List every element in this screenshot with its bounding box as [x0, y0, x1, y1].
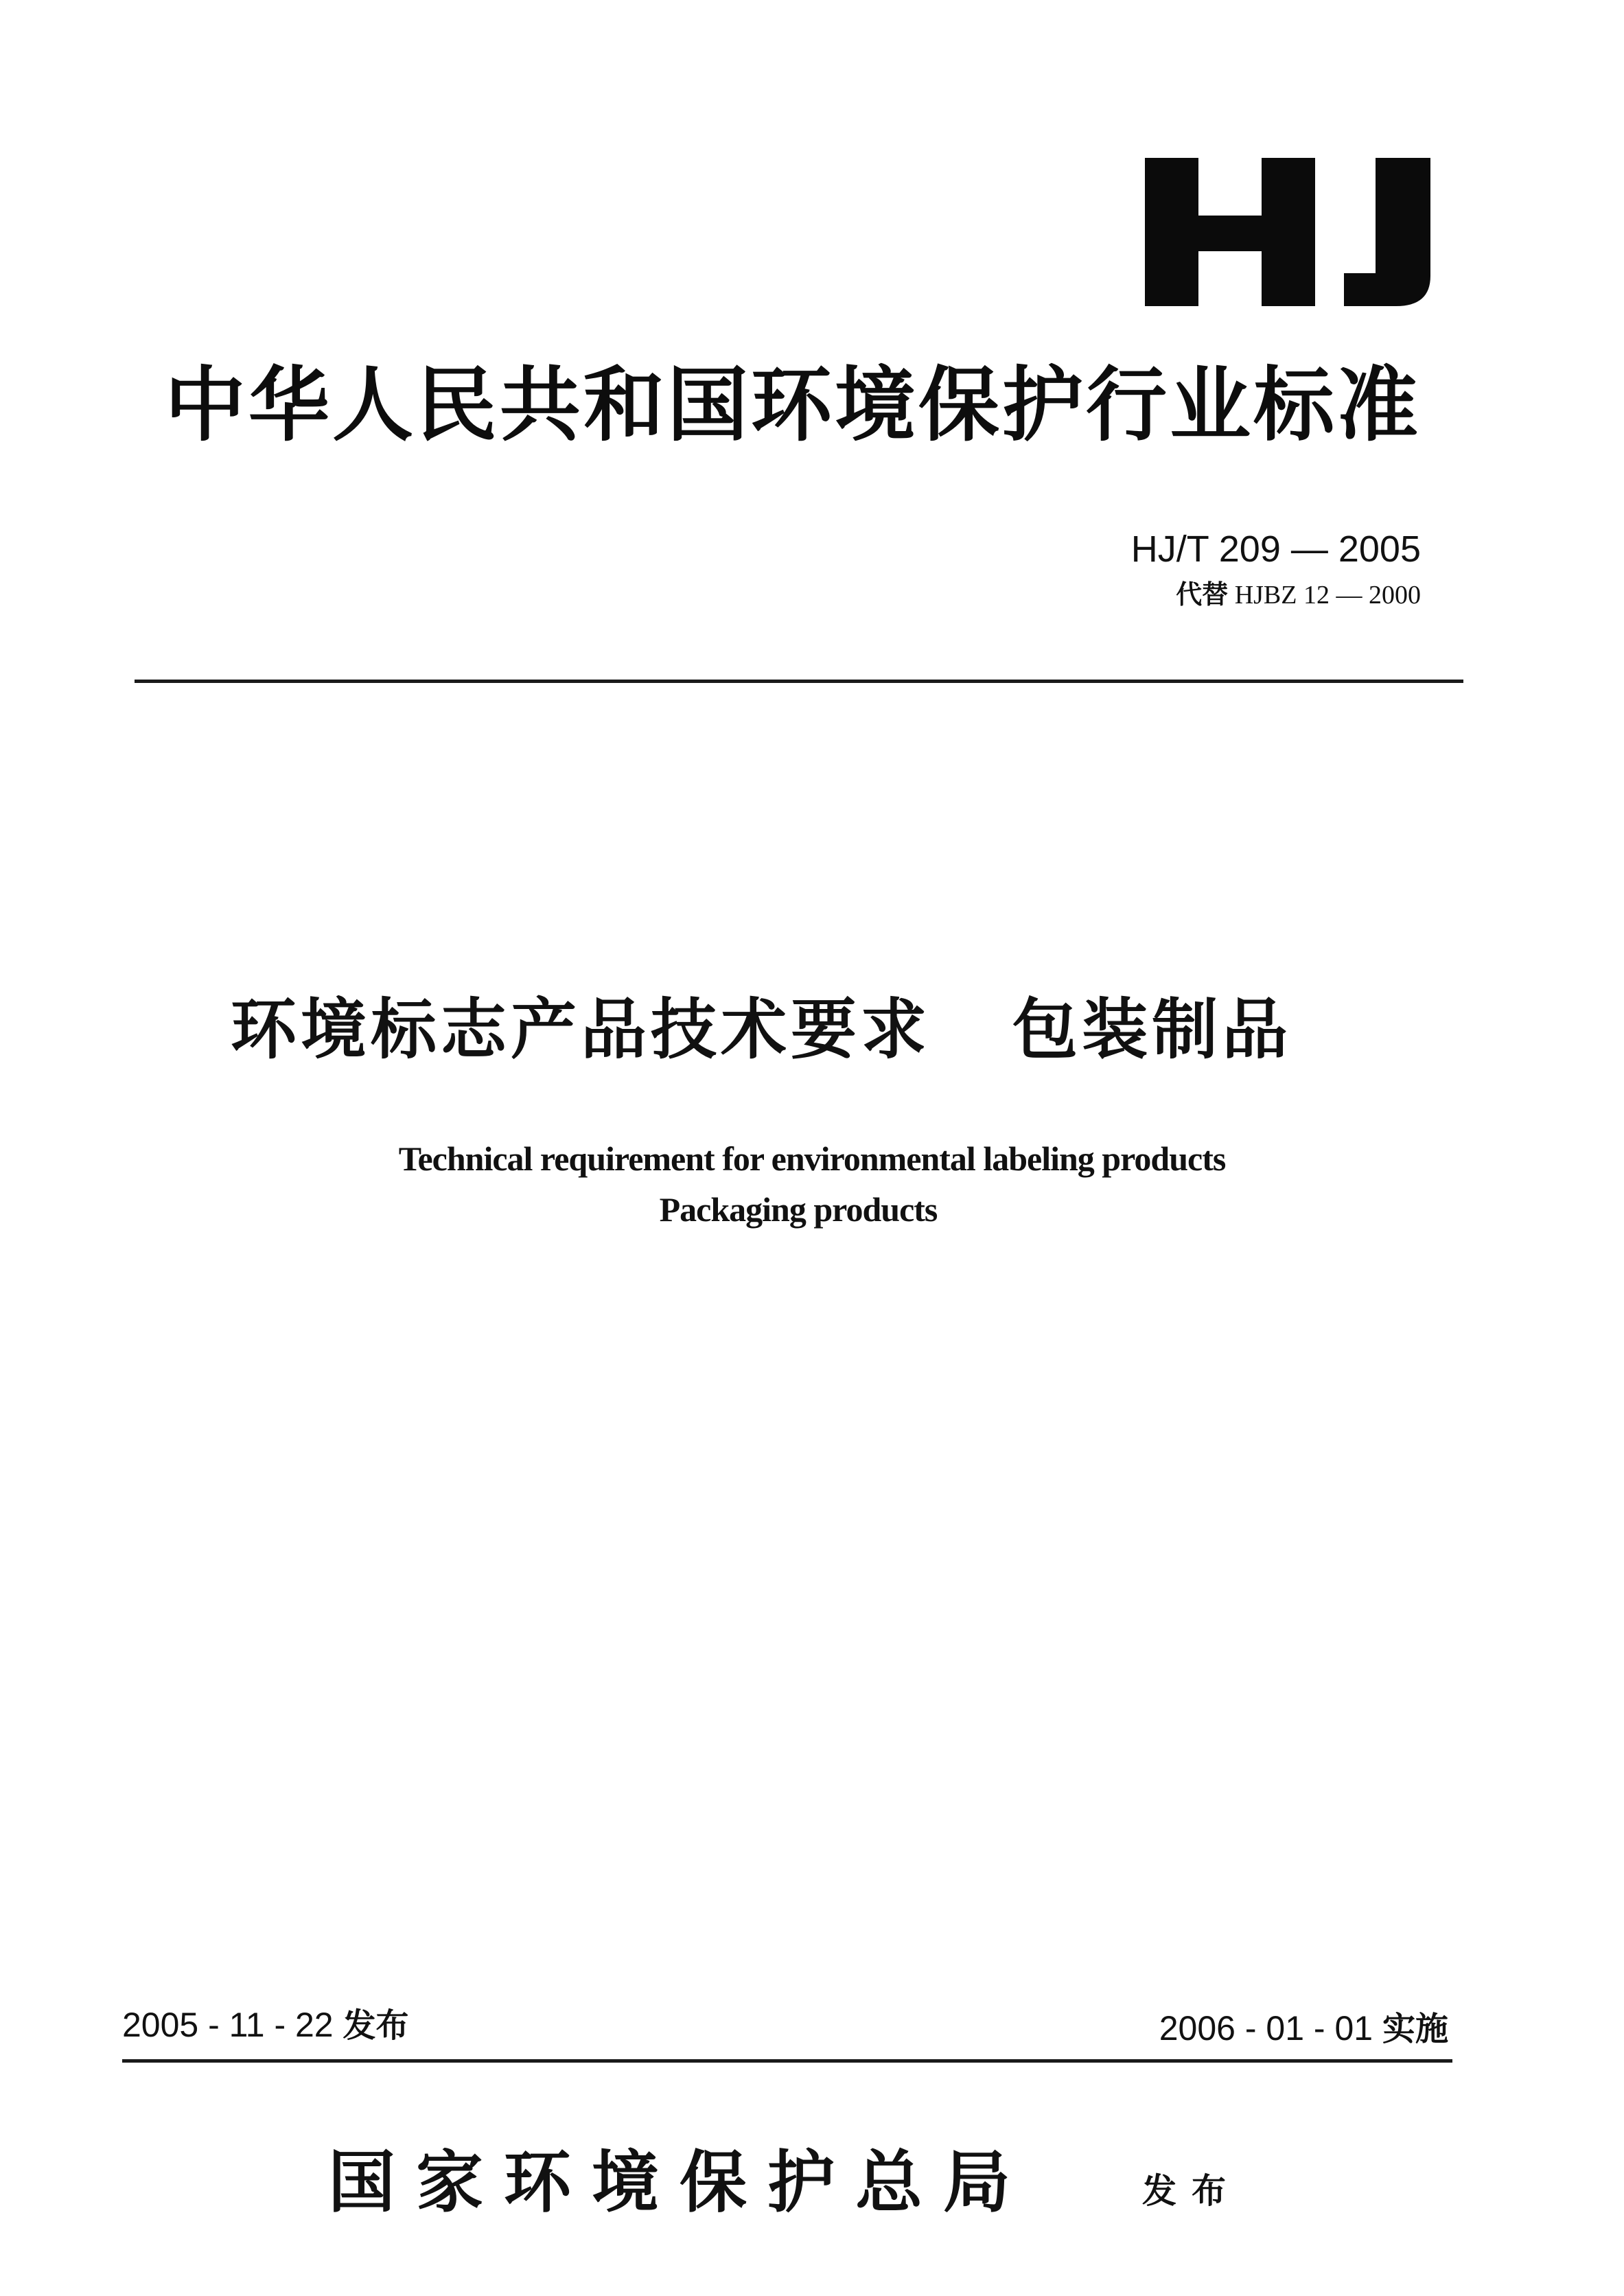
- issuer-name: 国家环境保护总局: [328, 2144, 1032, 2222]
- issue-label: 发布: [343, 2006, 409, 2045]
- hj-logo-mark: [1145, 152, 1433, 310]
- replaces-number: HJBZ 12 — 2000: [1234, 581, 1421, 610]
- replaces-line: [1176, 578, 1421, 612]
- standard-number: HJ/T 209 — 2005: [1130, 529, 1421, 570]
- issue-date-line: [122, 2004, 409, 2046]
- standard-category-title: 中华人民共和国环境保护行业标准: [165, 358, 1422, 452]
- effective-date: 2006 - 01 - 01: [1159, 2009, 1373, 2048]
- replaces-label: 代替: [1176, 579, 1229, 610]
- issuer-verb: 发布: [1142, 2171, 1241, 2211]
- english-title-line2: Packaging products: [659, 1190, 938, 1229]
- effective-date-line: [1159, 2008, 1448, 2050]
- hj-logo: [1145, 152, 1433, 310]
- bottom-divider: [122, 2059, 1452, 2063]
- effective-label: 实施: [1382, 2010, 1448, 2048]
- issue-date: 2005 - 11 - 22: [122, 2006, 334, 2044]
- chinese-title: 环境标志产品技术要求 包装制品: [231, 991, 1292, 1068]
- english-title-line1: Technical requirement for environmental labeling products: [398, 1139, 1226, 1178]
- top-divider: [135, 680, 1463, 683]
